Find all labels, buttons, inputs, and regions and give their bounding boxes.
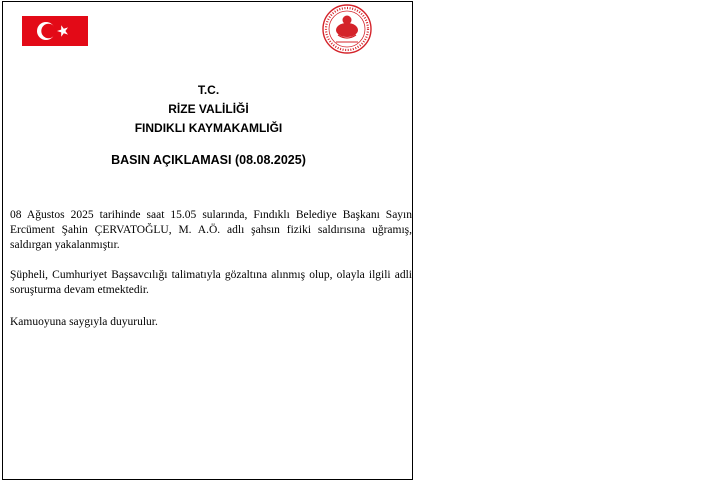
header-block <box>3 81 414 138</box>
turkish-flag-icon <box>22 16 88 46</box>
body-paragraph-3: Kamuoyuna saygıyla duyurulur. <box>10 316 158 328</box>
header-line-governorship: RİZE VALİLİĞİ <box>168 102 249 116</box>
document-page <box>2 1 413 480</box>
header-line-district: FINDIKLI KAYMAKAMLIĞI <box>134 121 283 135</box>
press-release-title: BASIN AÇIKLAMASI (08.08.2025) <box>111 153 306 167</box>
governorship-seal-icon <box>316 4 378 54</box>
body-paragraph-1: 08 Ağustos 2025 tarihinde saat 15.05 sularında, Fındıklı Belediye Başkanı Sayın Ercüment Şahin ÇERVATOĞLU, M. A.Ö. adlı şahsın fiziki saldırısına uğramış, saldırgan yakalanmıştır. <box>10 209 412 251</box>
body-paragraph-2: Şüpheli, Cumhuriyet Başsavcılığı talimatıyla gözaltına alınmış olup, olayla ilgili adli soruşturma devam etmektedir. <box>10 269 412 296</box>
header-line-tc: T.C. <box>197 83 220 97</box>
